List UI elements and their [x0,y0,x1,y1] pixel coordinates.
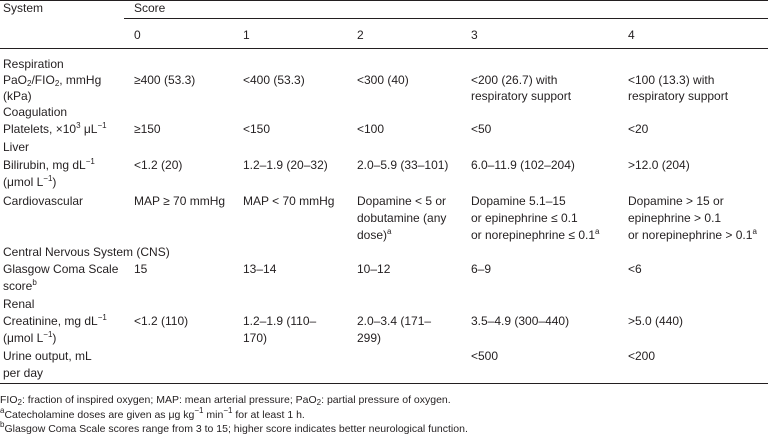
cardiovascular-score-3-line3: or norepinephrine ≤ 0.1$^a$ [471,227,600,242]
cardiovascular-score-4-line3: or norepinephrine > 0.1$^a$ [628,227,757,242]
cns-score-3: 6–9 [471,262,492,276]
cns-heading: Central Nervous System (CNS) [3,245,170,259]
footnote-a: $^a$Catecholamine doses are given as μg $kg^{-1}$ $\min^{-1}$ for at least 1 h. [0,406,305,421]
creatinine-score-0: <1.2 (110) [134,314,189,328]
creatinine-score-1-line1: 1.2–1.9 (110– [243,314,317,328]
header-score-4: 4 [628,28,635,42]
footnote-b: $^b$Glasgow Coma Scale scores range from 3 to 15; higher score indicates better neurological function. [0,420,468,435]
creatinine-label-unit: (μmol $L^{-1}$) [3,330,57,345]
creatinine-score-3: 3.5–4.9 (300–440) [471,314,570,328]
respiration-score-4-line2: respiratory support [628,89,729,103]
coagulation-score-1: <150 [243,122,271,136]
respiration-score-4-line1: <100 (13.3) with [628,73,715,87]
cardiovascular-score-3-line2: or epinephrine ≤ 0.1 [471,211,578,225]
cardiovascular-score-3-line1: Dopamine 5.1–15 [471,194,566,208]
cns-score-2: 10–12 [357,262,391,276]
cns-label-line2: score$^b$ [3,278,37,293]
liver-score-1: 1.2–1.9 (20–32) [243,158,328,172]
coagulation-score-3: <50 [471,122,492,136]
liver-score-4: >12.0 (204) [628,158,690,172]
header-score-0: 0 [134,28,141,42]
header-system: System [3,1,44,15]
coagulation-label: Platelets, $\times 10^3$ $\mu L^{-1}$ [3,121,107,136]
score-header-rule [124,18,768,19]
header-score-2: 2 [357,28,364,42]
urine-score-4: <200 [628,349,656,363]
cardiovascular-score-1: MAP < 70 mmHg [243,194,335,208]
urine-score-3: <500 [471,349,499,363]
cns-label: Glasgow Coma Scale [3,262,119,276]
urine-label-line2: per day [3,366,44,380]
respiration-score-3-line2: respiratory support [471,89,572,103]
cardiovascular-score-2-line2: dobutamine (any [357,211,447,225]
respiration-score-1: <400 (53.3) [243,73,305,87]
footnote-abbreviations: $FIO_2$: fraction of inspired oxygen; MAP: mean arterial pressure; PaO$_2$: partial pressure of oxygen. [0,394,451,407]
liver-heading: Liver [3,140,30,154]
renal-heading: Renal [3,297,35,311]
cardiovascular-score-2-line1: Dopamine < 5 or [357,194,447,208]
cns-score-0: 15 [134,262,148,276]
cns-score-1: 13–14 [243,262,277,276]
respiration-label: $PaO_2/FIO_2$, mmHg [3,73,102,88]
cardiovascular-score-0: MAP ≥ 70 mmHg [134,194,226,208]
respiration-label-unit: (kPa) [3,89,32,103]
respiration-heading: Respiration [3,57,64,71]
creatinine-label: Creatinine, mg $dL^{-1}$ [3,313,107,328]
urine-label: Urine output, mL [3,349,92,363]
respiration-score-2: <300 (40) [357,73,409,87]
header-score-3: 3 [471,28,478,42]
liver-score-3: 6.0–11.9 (102–204) [471,158,575,172]
respiration-score-0: ≥400 (53.3) [134,73,196,87]
cardiovascular-score-2-line3: dose)$^a$ [357,227,392,242]
header-score: Score [134,1,166,15]
header-bottom-rule [0,48,768,49]
coagulation-score-2: <100 [357,122,385,136]
liver-score-0: <1.2 (20) [134,158,183,172]
liver-score-2: 2.0–5.9 (33–101) [357,158,449,172]
liver-label-unit: (μmol $L^{-1}$) [3,174,57,189]
creatinine-score-1-line2: 170) [243,331,268,345]
respiration-score-3-line1: <200 (26.7) with [471,73,558,87]
header-score-1: 1 [243,28,250,42]
coagulation-score-0: ≥150 [134,122,161,136]
table-bottom-rule [0,383,768,384]
creatinine-score-2-line2: 299) [357,331,382,345]
creatinine-score-4: >5.0 (440) [628,314,684,328]
cardiovascular-label: Cardiovascular [3,194,84,208]
creatinine-score-2-line1: 2.0–3.4 (171– [357,314,432,328]
coagulation-heading: Coagulation [3,105,68,119]
cardiovascular-score-4-line2: epinephrine > 0.1 [628,211,722,225]
cns-score-4: <6 [628,262,642,276]
coagulation-score-4: <20 [628,122,649,136]
cardiovascular-score-4-line1: Dopamine > 15 or [628,194,724,208]
table-top-rule [0,0,768,1]
liver-label: Bilirubin, mg $dL^{-1}$ [3,157,95,172]
